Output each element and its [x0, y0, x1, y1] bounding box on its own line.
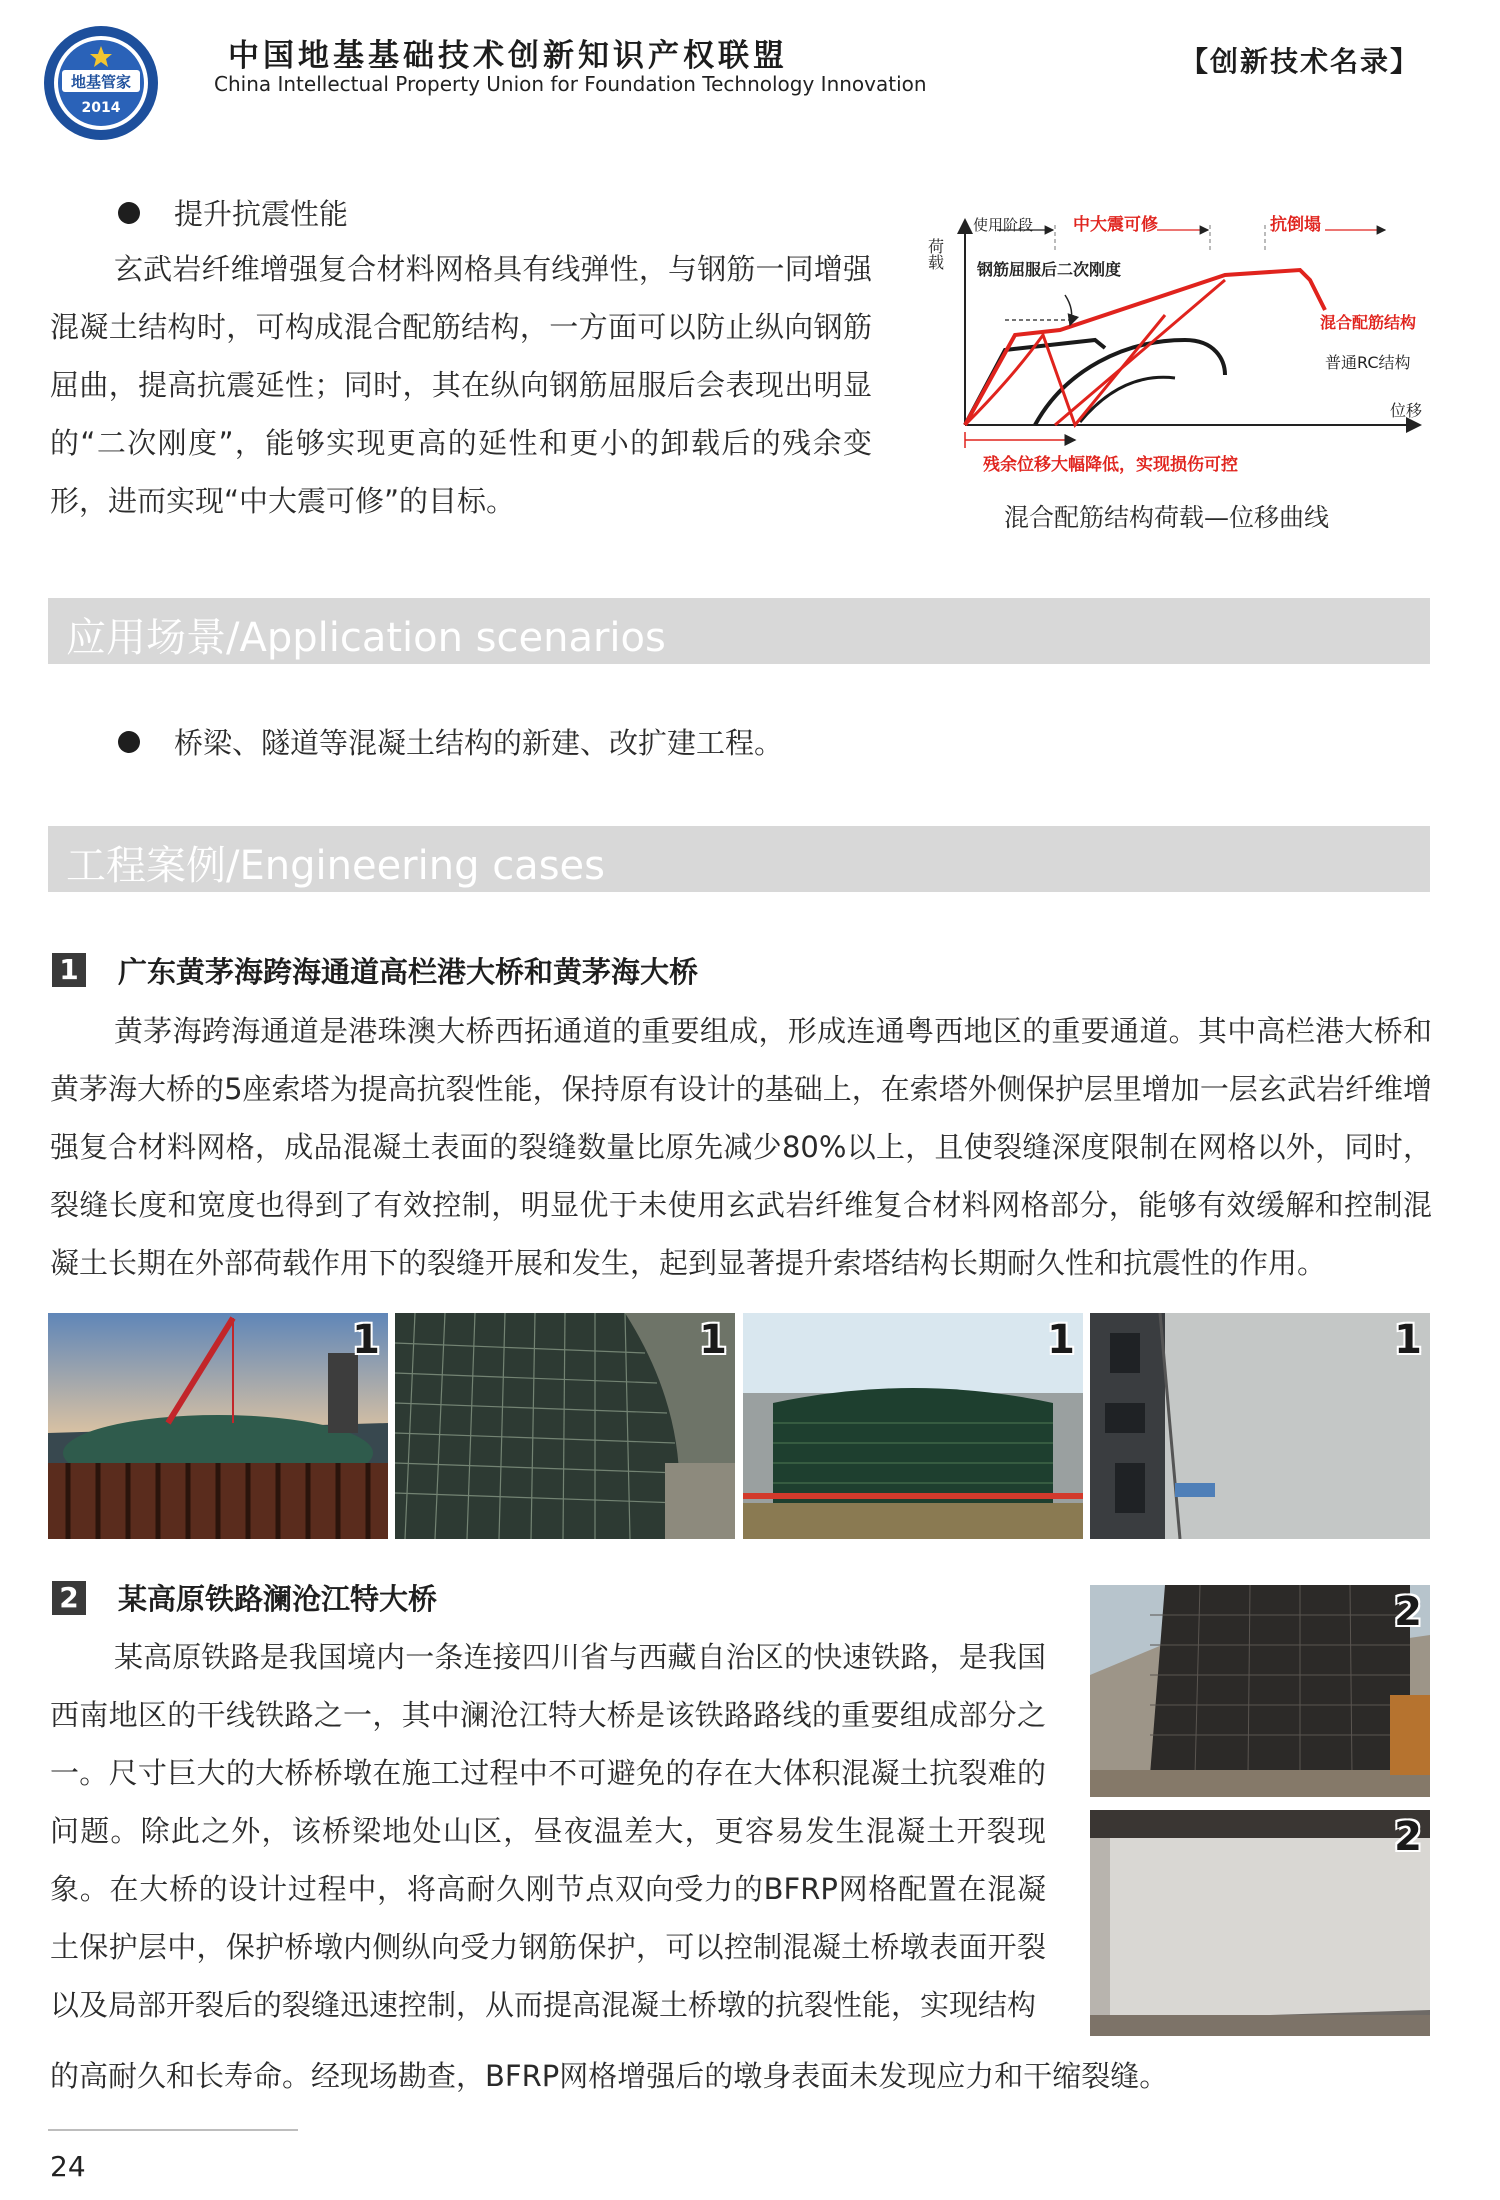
footer-rule: [48, 2129, 298, 2131]
seismic-title: 提升抗震性能: [174, 197, 349, 231]
case2-photo-finished-pier: [1090, 1810, 1430, 2036]
case1-title: 广东黄茅海跨海通道高栏港大桥和黄茅海大桥: [118, 955, 699, 989]
photo-badge: 1: [1047, 1317, 1075, 1363]
case1-paragraph: 黄茅海跨海通道是港珠澳大桥西拓通道的重要组成，形成连通粤西地区的重要通道。其中高栏港大桥和黄茅海大桥的5座索塔为提高抗裂性能，保持原有设计的基础上，在索塔外侧保护层里增加一层玄武岩纤维增强复合材料网格，成品混凝土表面的裂缝数量比原先减少80%以上，且使裂缝深度限制在网格以外，同时，裂缝长度和宽度也得到了有效控制，明显优于未使用玄武岩纤维复合材料网格部分，能够有效缓解和控制混凝土长期在外部荷载作用下的裂缝开展和发生，起到显著提升索塔结构长期耐久性和抗震性的作用。: [50, 1014, 1432, 1280]
seismic-paragraph: 玄武岩纤维增强复合材料网格具有线弹性，与钢筋一同增强混凝土结构时，可构成混合配筋结构，一方面可以防止纵向钢筋屈曲，提高抗震延性；同时，其在纵向钢筋屈服后会表现出明显的“二次刚度”，能够实现更高的延性和更小的卸载后的残余变形，进而实现“中大震可修”的目标。: [50, 252, 872, 518]
case-number: 1: [52, 953, 86, 987]
bullet-dot: [118, 202, 140, 224]
org-name-cn: 中国地基基础技术创新知识产权联盟: [228, 38, 788, 74]
case2-title: 某高原铁路澜沧江特大桥: [118, 1582, 438, 1616]
union-logo: [42, 24, 160, 142]
legend-rc: 普通RC结构: [1325, 353, 1411, 372]
bullet-dot: [118, 731, 140, 753]
section-bar-cases: [48, 826, 1430, 892]
y-axis-label: 荷载: [925, 238, 945, 270]
load-displacement-chart: [925, 200, 1450, 490]
case1-photo-finished-concrete: [1090, 1313, 1430, 1539]
case1-photo-grid-wrapped-tower: [743, 1313, 1083, 1539]
chart-caption: 混合配筋结构荷载—位移曲线: [1004, 503, 1330, 532]
residual-annotation: 残余位移大幅降低，实现损伤可控: [983, 455, 1238, 475]
x-axis-label: 位移: [1390, 401, 1423, 420]
photo-badge: 2: [1394, 1589, 1422, 1635]
logo-text: 地基管家: [70, 73, 132, 91]
case1-photo-rebar-grid: [395, 1313, 735, 1539]
section-title-application: 应用场景/Application scenarios: [66, 615, 666, 661]
org-name-en: China Intellectual Property Union for Foundation Technology Innovation: [214, 72, 927, 96]
stage-repair-label: 中大震可修: [1073, 215, 1158, 235]
logo-year: 2014: [81, 100, 121, 116]
page-number: 24: [50, 2150, 86, 2183]
section-title-cases: 工程案例/Engineering cases: [66, 843, 605, 889]
photo-badge: 2: [1394, 1814, 1422, 1860]
stage-collapse-label: 抗倒塌: [1270, 215, 1321, 235]
case2-paragraph: 某高原铁路是我国境内一条连接四川省与西藏自治区的快速铁路，是我国西南地区的干线铁路之一，其中澜沧江特大桥是该铁路路线的重要组成部分之一。尺寸巨大的大桥桥墩在施工过程中不可避免的存在大体积混凝土抗裂难的问题。除此之外，该桥梁地处山区，昼夜温差大，更容易发生混凝土开裂现象。在大桥的设计过程中，将高耐久刚节点双向受力的BFRP网格配置在混凝土保护层中，保护桥墩内侧纵向受力钢筋保护，可以控制混凝土桥墩表面开裂以及局部开裂后的裂缝迅速控制，从而提高混凝土桥墩的抗裂性能，实现结构: [50, 1640, 1046, 2022]
photo-badge: 1: [352, 1317, 380, 1363]
stiffness-annotation: 钢筋屈服后二次刚度: [977, 260, 1122, 279]
case2-paragraph-end: 的高耐久和长寿命。经现场勘查，BFRP网格增强后的墩身表面未发现应力和干缩裂缝。: [50, 2059, 1169, 2093]
section-bar-application: [48, 598, 1430, 664]
catalog-label: 【创新技术名录】: [1179, 45, 1420, 78]
legend-hybrid: 混合配筋结构: [1320, 313, 1417, 332]
stage-use-label: 使用阶段: [973, 216, 1034, 234]
photo-badge: 1: [699, 1317, 727, 1363]
case-number: 2: [52, 1581, 86, 1615]
case2-photo-pier-rebar: [1090, 1585, 1430, 1797]
photo-badge: 1: [1394, 1317, 1422, 1363]
case1-photo-tower-construction: [48, 1313, 388, 1539]
application-item: 桥梁、隧道等混凝土结构的新建、改扩建工程。: [174, 726, 784, 760]
